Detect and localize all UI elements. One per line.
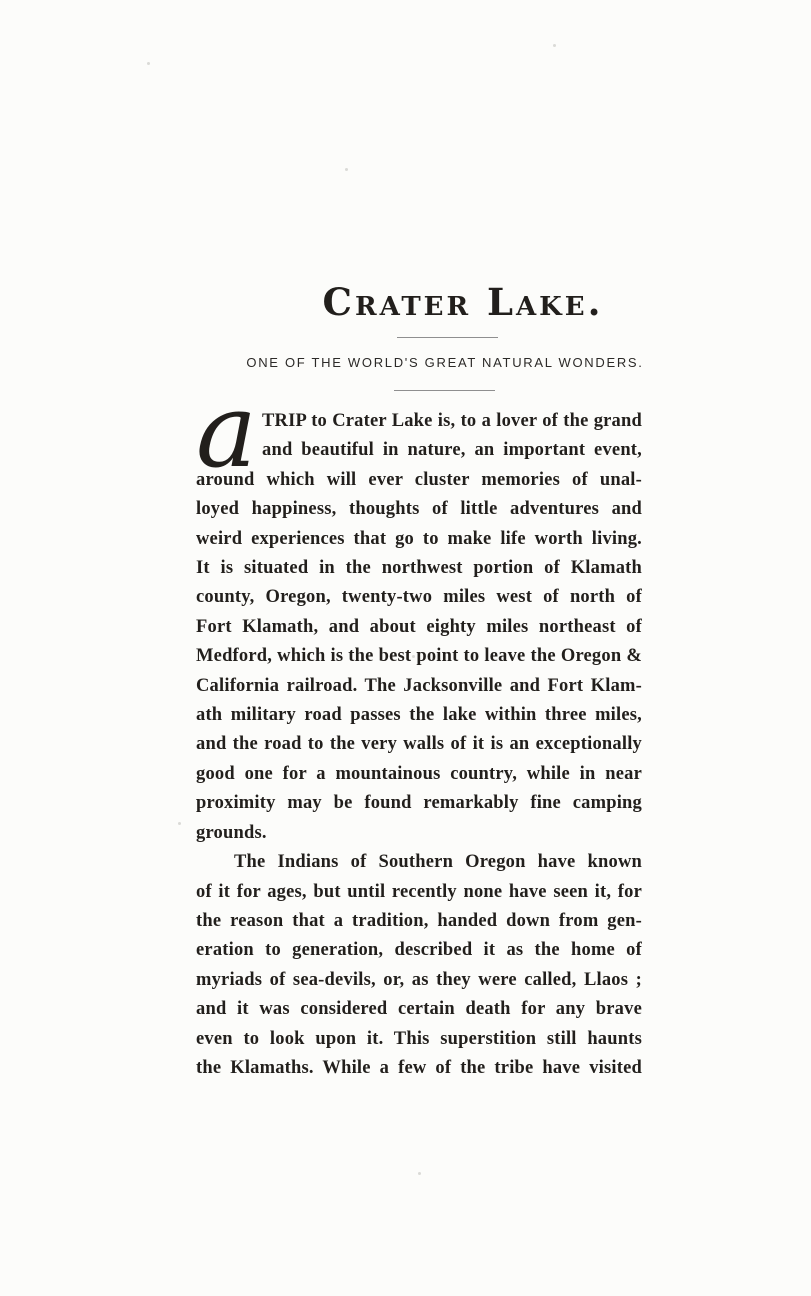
text-line: Fort Klamath, and about eighty miles northeast of: [196, 616, 642, 637]
text-line: even to look upon it. This superstition still haunts: [196, 1028, 642, 1049]
text-line: proximity may be found remarkably fine camping: [196, 793, 642, 814]
text-line: weird experiences that go to make life worth living.: [196, 528, 642, 549]
text-line: myriads of sea-devils, or, as they were called, Llaos ;: [196, 969, 642, 990]
text-line: and the road to the very walls of it is an exceptionally: [196, 734, 642, 755]
scan-speck: [418, 1172, 421, 1175]
drop-cap-letter: a: [196, 372, 258, 491]
text-line: and beautiful in nature, an important event,: [262, 440, 642, 461]
text-line: of it for ages, but until recently none have seen it, for: [196, 881, 642, 902]
divider-rule-top: [397, 337, 498, 338]
page-header: [196, 281, 642, 391]
text-line: California railroad. The Jacksonville and Fort Klam-: [196, 675, 642, 696]
text-line: grounds.: [196, 822, 267, 843]
text-line: the reason that a tradition, handed down from gen-: [196, 910, 642, 931]
paragraph-2: [196, 848, 642, 1083]
text-line: good one for a mountainous country, while in near: [196, 763, 642, 784]
scan-speck: [412, 655, 415, 658]
text-line: It is situated in the northwest portion of Klamath: [196, 558, 642, 579]
page-subtitle: ONE OF THE WORLD'S GREAT NATURAL WONDERS.: [246, 355, 644, 370]
text-line: the Klamaths. While a few of the tribe have visited: [196, 1057, 642, 1078]
article-body: [196, 372, 642, 1083]
text-line: TRIP to Crater Lake is, to a lover of the grand: [262, 411, 642, 431]
paragraph-1: [196, 372, 642, 848]
text-line: around which will ever cluster memories of unal-: [196, 469, 642, 490]
page-title: Crater Lake.: [322, 280, 604, 324]
scan-speck: [345, 168, 348, 171]
divider-rule-bottom: [394, 390, 495, 391]
scan-speck: [553, 44, 556, 47]
paragraph-2-lines: [196, 848, 642, 1083]
text-line: eration to generation, described it as the home of: [196, 940, 642, 961]
text-line: The Indians of Southern Oregon have known: [234, 852, 642, 873]
text-line: loyed happiness, thoughts of little adventures and: [196, 499, 642, 520]
scan-speck: [147, 62, 150, 65]
text-line: county, Oregon, twenty-two miles west of north of: [196, 587, 642, 608]
scan-speck: [178, 822, 181, 825]
text-line: and it was considered certain death for any brave: [196, 999, 642, 1020]
text-line: ath military road passes the lake within three miles,: [196, 705, 642, 726]
paragraph-1-lines: [196, 372, 642, 848]
text-line: Medford, which is the best point to leave the Oregon &: [196, 646, 642, 667]
